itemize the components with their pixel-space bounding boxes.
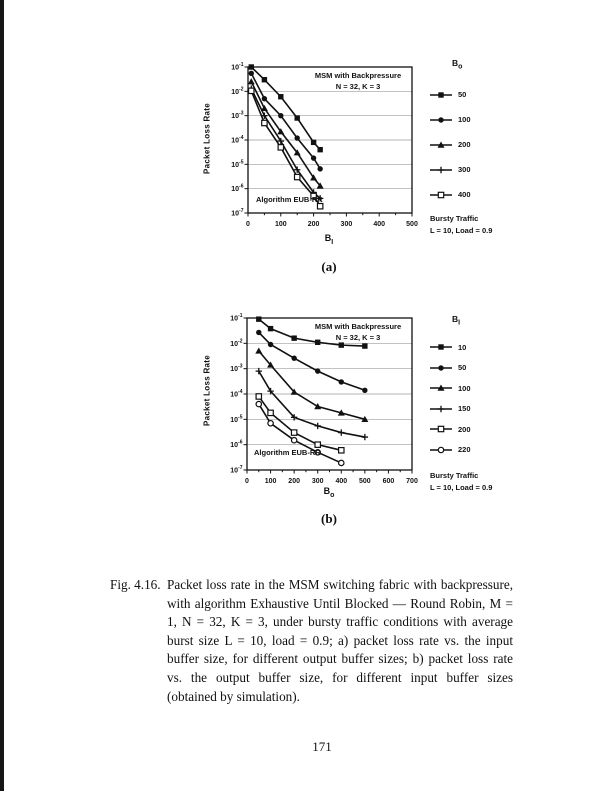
legend-item [430,419,516,440]
y-tick-label: $10^{-4}$ [230,389,243,399]
square-filled-marker-icon [311,140,316,145]
plus-marker-icon [315,423,321,429]
square-filled-marker-icon [362,343,367,348]
legend-label: 50 [458,363,467,373]
square-open-marker-icon [278,145,283,150]
x-tick-label: 400 [335,478,348,485]
triangle-filled-marker-icon [314,403,321,409]
legend-label: 10 [458,342,467,352]
legend-label: 300 [458,165,471,174]
circle-filled-marker-icon [438,117,443,122]
legend-swatch [430,383,452,393]
legend-label: 100 [458,115,471,124]
legend-item [430,82,516,107]
legend-swatch [430,445,452,455]
x-tick-label: 700 [406,478,418,485]
chart-a-y-axis-label: Packet Loss Rate [202,102,212,175]
square-filled-marker-icon [262,77,267,82]
x-tick-label: 400 [373,221,386,228]
chart-a-legend [430,58,516,237]
legend-label: 150 [458,404,471,414]
chart-a-legend-note [430,213,516,237]
chart-a-x-axis-label-sub: I [331,238,334,246]
circle-filled-marker-icon [256,330,261,335]
legend-swatch [430,140,452,150]
x-tick-label: 600 [382,478,395,485]
square-open-marker-icon [291,430,296,435]
square-filled-marker-icon [256,316,261,321]
y-tick-label: $10^{-1}$ [230,313,243,323]
y-tick-label: $10^{-6}$ [230,439,243,450]
square-filled-marker-icon [339,342,344,347]
y-tick-label: $10^{-1}$ [231,62,244,72]
circle-open-marker-icon [339,460,344,465]
plus-marker-icon [362,434,368,440]
square-open-marker-icon [262,120,267,125]
caption-text: Packet loss rate in the MSM switching fabric with backpressure, with algorithm Exhaustive Until Blocked — Round Robin, M = 1, N = 32, K = 3, under bursty traffic conditions with average burst size L = 10, load = 0.9; a) packet loss rate vs. the input buffer size, for different output buffer sizes; b) packet loss rate vs. the output buffer size, for different input buffer sizes (obtained by simulation). [167,577,513,704]
y-tick-label: $10^{-7}$ [231,208,244,218]
chart-b-legend [430,312,516,494]
x-tick-label: 0 [246,221,250,228]
chart-a-x-axis-label-base: B [324,233,332,243]
legend-item [430,337,516,358]
y-tick-label: $10^{-5}$ [230,414,243,424]
x-tick-label: 0 [245,478,249,485]
chart-b-legend-note-line1: Bursty Traffic [430,471,479,480]
circle-filled-marker-icon [268,342,273,347]
chart-b-legend-note-line2: L = 10, Load = 0.9 [430,483,493,492]
x-tick-label: 500 [359,478,371,485]
chart-b-legend-title-base: B [452,314,459,324]
x-tick-label: 100 [264,478,277,485]
chart-b-x-axis-label-base: B [323,486,331,496]
legend-item [430,440,516,461]
chart-a-legend-title [430,58,516,72]
square-open-marker-icon [295,174,300,179]
chart-a-x-axis-label [309,233,349,246]
chart-b-title-annotation [306,321,410,343]
legend-swatch [430,363,452,373]
square-filled-marker-icon [268,326,273,331]
y-tick-label: $10^{-6}$ [231,183,244,194]
square-filled-marker-icon [249,64,254,69]
chart-b-x-axis-label [309,486,349,499]
chart-a-legend-note-line1: Bursty Traffic [430,214,479,223]
figure-b-sublabel: (b) [321,511,337,526]
square-open-marker-icon [249,88,254,93]
scan-edge-artifact [0,0,4,791]
chart-a-legend-title-sub: o [458,63,463,71]
page-number: 171 [312,739,332,754]
square-open-marker-icon [268,410,273,415]
circle-open-marker-icon [268,421,273,426]
legend-item [430,157,516,182]
circle-filled-marker-icon [295,135,300,140]
chart-a-legend-items [430,82,516,207]
plus-marker-icon [338,429,344,435]
square-filled-marker-icon [438,345,443,350]
triangle-filled-marker-icon [255,347,262,353]
circle-filled-marker-icon [438,365,443,370]
y-tick-label: $10^{-2}$ [230,338,243,348]
legend-swatch [430,190,452,200]
chart-b-legend-items [430,337,516,460]
circle-filled-marker-icon [291,355,296,360]
circle-filled-marker-icon [278,113,283,118]
legend-swatch [430,342,452,352]
y-tick-label: $10^{-3}$ [231,110,244,121]
legend-label: 400 [458,190,471,199]
legend-item [430,182,516,207]
legend-swatch [430,115,452,125]
chart-a-title-annotation [306,70,410,92]
circle-filled-marker-icon [262,96,267,101]
x-tick-label: 200 [288,478,300,485]
square-filled-marker-icon [295,115,300,120]
circle-filled-marker-icon [362,388,367,393]
y-tick-label: $10^{-7}$ [230,465,243,475]
chart-a-subtitle-line: N = 32, K = 3 [335,82,381,91]
chart-a-legend-title-base: B [452,58,459,68]
caption-label: Fig. 4.16. [110,577,161,592]
y-tick-label: $10^{-3}$ [230,363,243,374]
legend-label: 200 [458,140,471,149]
chart-a-legend-note-line2: L = 10, Load = 0.9 [430,226,493,235]
circle-filled-marker-icon [339,379,344,384]
legend-item [430,358,516,379]
legend-swatch [430,90,452,100]
legend-item [430,399,516,420]
x-tick-label: 200 [307,221,320,228]
x-tick-label: 100 [274,221,287,228]
plus-marker-icon [438,406,444,412]
legend-swatch [430,424,452,434]
chart-b-legend-note [430,470,516,494]
chart-b-legend-title-sub: I [458,319,461,327]
legend-item [430,107,516,132]
legend-label: 220 [458,445,471,455]
square-open-marker-icon [438,427,443,432]
circle-open-marker-icon [291,438,296,443]
chart-b-x-axis-label-sub: o [330,491,335,499]
square-filled-marker-icon [317,147,322,152]
chart-b-subtitle-line: N = 32, K = 3 [335,333,381,342]
legend-swatch [430,404,452,414]
chart-b-legend-title [430,314,516,328]
legend-item [430,132,516,157]
y-tick-label: $10^{-5}$ [231,159,244,169]
figure-a-sublabel: (a) [321,259,337,274]
chart-a-algorithm-annotation: Algorithm EUB-RR [256,195,323,204]
circle-filled-marker-icon [315,368,320,373]
chart-b-y-axis-label: Packet Loss Rate [202,354,212,427]
legend-label: 200 [458,424,471,434]
y-tick-label: $10^{-2}$ [231,86,244,96]
legend-item [430,378,516,399]
square-open-marker-icon [256,394,261,399]
x-tick-label: 300 [340,221,353,228]
square-filled-marker-icon [291,335,296,340]
x-tick-label: 300 [311,478,324,485]
circle-filled-marker-icon [311,155,316,160]
chart-b-algorithm-annotation: Algorithm EUB-RR [254,448,321,457]
legend-label: 50 [458,90,467,99]
circle-open-marker-icon [256,401,261,406]
plus-marker-icon [438,166,444,172]
square-open-marker-icon [438,192,443,197]
series-line-300 [251,89,320,199]
x-tick-label: 500 [406,221,418,228]
series-line-200 [251,82,320,186]
legend-label: 100 [458,383,471,393]
circle-filled-marker-icon [317,166,322,171]
figure-caption [110,576,513,706]
square-filled-marker-icon [278,94,283,99]
y-tick-label: $10^{-4}$ [231,135,244,145]
circle-open-marker-icon [438,447,443,452]
square-filled-marker-icon [438,92,443,97]
circle-filled-marker-icon [249,71,254,76]
square-open-marker-icon [339,448,344,453]
chart-b-title-line: MSM with Backpressure [314,322,402,331]
legend-swatch [430,165,452,175]
chart-a-title-line: MSM with Backpressure [314,71,402,80]
